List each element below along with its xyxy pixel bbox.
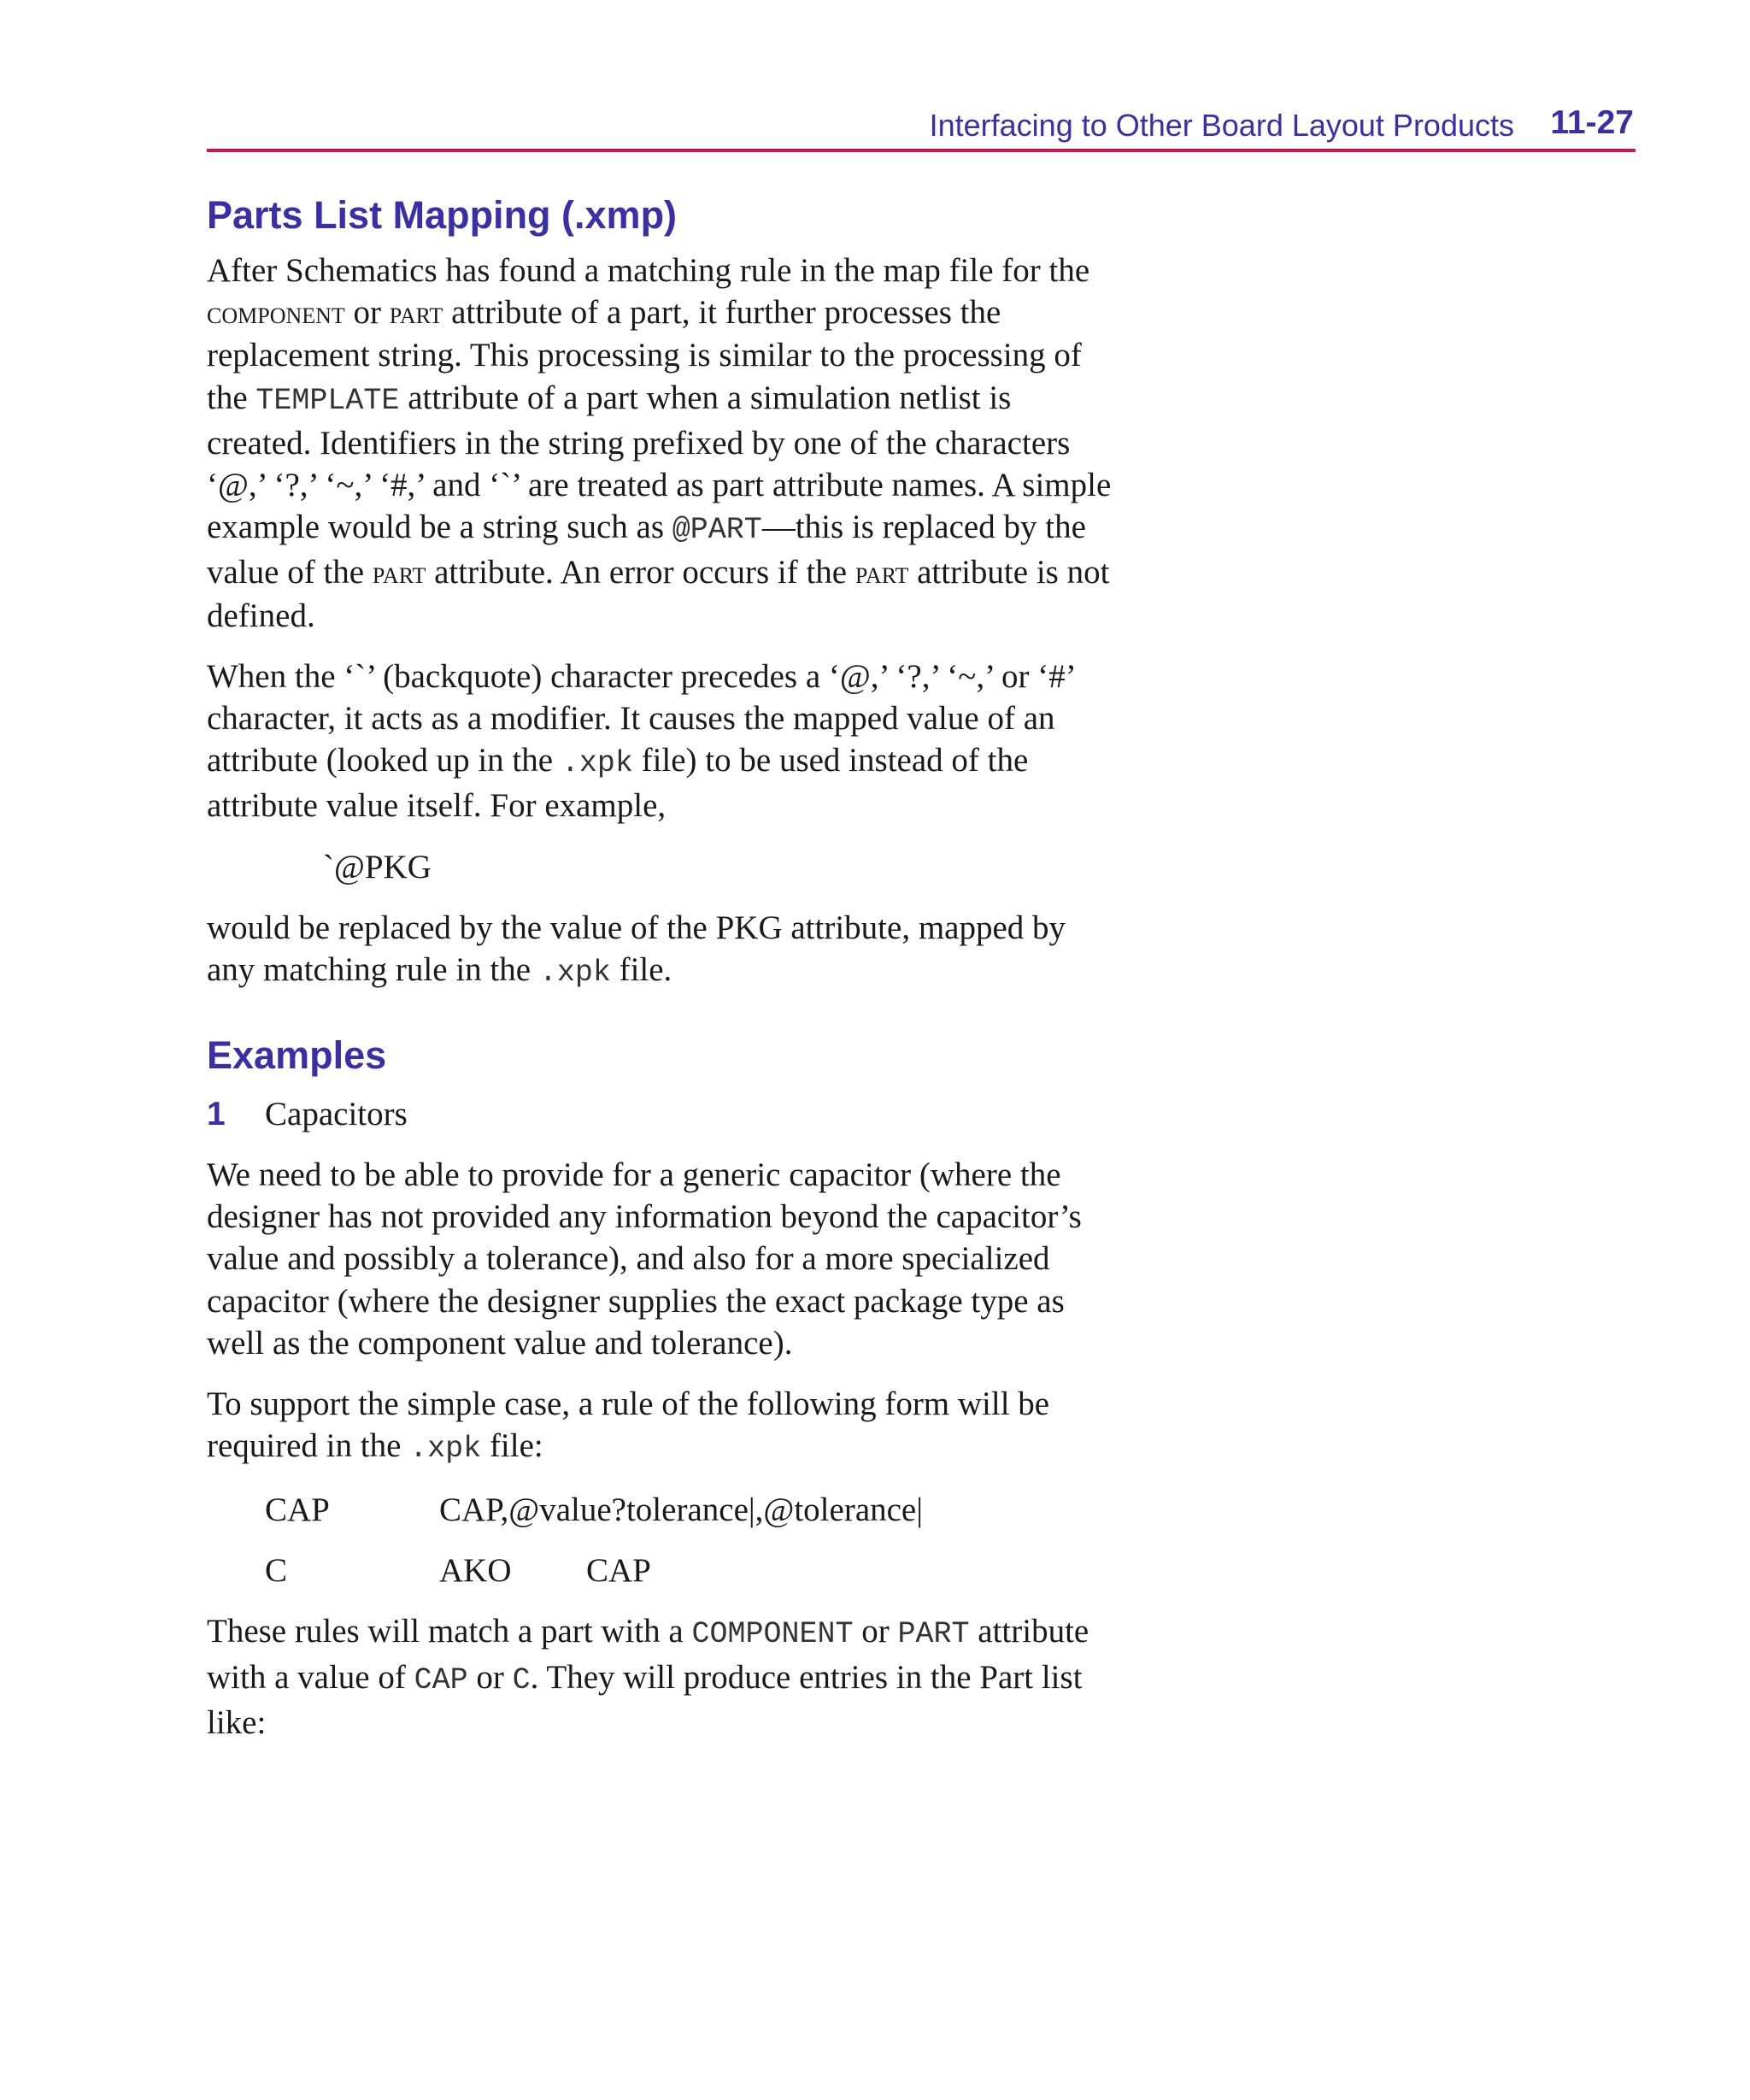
xpk-code: .xpk xyxy=(561,746,633,781)
template-code: TEMPLATE xyxy=(255,383,400,418)
paragraph-rules-result xyxy=(207,1610,1113,1744)
example-code-line: `@PKG xyxy=(323,848,432,885)
part-keyword: part xyxy=(854,556,909,591)
text-run: or xyxy=(344,294,390,332)
part-code: PART xyxy=(897,1617,970,1652)
text-run: file: xyxy=(481,1427,543,1465)
rule-name: CAP xyxy=(265,1491,330,1529)
text-run: These rules will match a part with a xyxy=(207,1613,692,1650)
c-code: C xyxy=(512,1662,531,1697)
numbered-item-capacitors xyxy=(207,1093,1113,1135)
xpk-code: .xpk xyxy=(409,1432,482,1467)
page-header xyxy=(207,104,1635,152)
text-run: file. xyxy=(610,950,672,988)
rule-replacement: CAP,@value?tolerance|,@tolerance| xyxy=(439,1491,924,1529)
paragraph-mapping-intro xyxy=(207,250,1113,637)
xpk-code: .xpk xyxy=(538,955,611,990)
text-run: or xyxy=(467,1658,513,1696)
page-content xyxy=(207,190,1113,1744)
text-run: file) to be used instead of the attribute value itself. For example, xyxy=(207,742,1029,825)
rule-row xyxy=(207,1550,1113,1591)
part-keyword: part xyxy=(372,556,426,591)
text-run: would be replaced by the value of the PKG attribute, mapped by any matching rule in the xyxy=(207,909,1066,988)
text-run: —this is replaced by the value of the xyxy=(207,509,1086,591)
part-code: @PART xyxy=(672,513,762,548)
text-run: attribute. An error occurs if the xyxy=(426,554,855,591)
paragraph-backquote-modifier xyxy=(207,656,1113,827)
text-run: or xyxy=(853,1613,898,1650)
part-keyword: part xyxy=(389,296,443,332)
rule-replacement: AKO xyxy=(439,1552,512,1590)
section-title-parts-list-mapping: Parts List Mapping (.xmp) xyxy=(207,193,678,237)
rule-row xyxy=(207,1489,1113,1531)
text-run: attribute of a part when a simulation netlist is created. Identifiers in the string prefixed by one of the characters ‘@,’ ‘?,’ ‘~,’ ‘#,’ and ‘`’ are treated as part attribute names. A simple example would be a string such as xyxy=(207,379,1112,546)
text-run: . They will produce entries in the Part list like: xyxy=(207,1658,1083,1741)
text-run: attribute of a part, it further processes the replacement string. This processing is similar to the processing of the xyxy=(207,294,1082,416)
text-run: After Schematics has found a matching rule in the map file for the xyxy=(207,252,1090,289)
item-label: Capacitors xyxy=(265,1096,408,1133)
rule-target: CAP xyxy=(586,1552,651,1590)
paragraph-capacitor-intro: We need to be able to provide for a generic capacitor (where the designer has not provided any information beyond the capacitor’s value and possibly a tolerance), and also for a more specialized capacitor (where the designer supplies the exact package type as well as the component value and tolerance). xyxy=(207,1156,1082,1362)
cap-code: CAP xyxy=(414,1662,468,1697)
text-run: To support the simple case, a rule of the following form will be required in the xyxy=(207,1385,1050,1465)
item-number: 1 xyxy=(207,1096,226,1133)
component-code: COMPONENT xyxy=(691,1617,854,1652)
text-run: When the ‘`’ (backquote) character precedes a ‘@,’ ‘?,’ ‘~,’ or ‘#’ character, it acts as a modifier. It causes the mapped value of an attribute (looked up in the xyxy=(207,657,1074,779)
paragraph-simple-case xyxy=(207,1383,1113,1470)
paragraph-pkg-mapping xyxy=(207,907,1113,994)
header-title: Interfacing to Other Board Layout Products xyxy=(929,108,1514,143)
page-number: 11-27 xyxy=(1550,104,1634,141)
rule-name: C xyxy=(265,1552,288,1590)
component-keyword: component xyxy=(207,296,345,332)
section-title-examples: Examples xyxy=(207,1033,387,1078)
text-run: attribute with a value of xyxy=(207,1613,1089,1696)
text-run: attribute is not defined. xyxy=(207,554,1110,634)
